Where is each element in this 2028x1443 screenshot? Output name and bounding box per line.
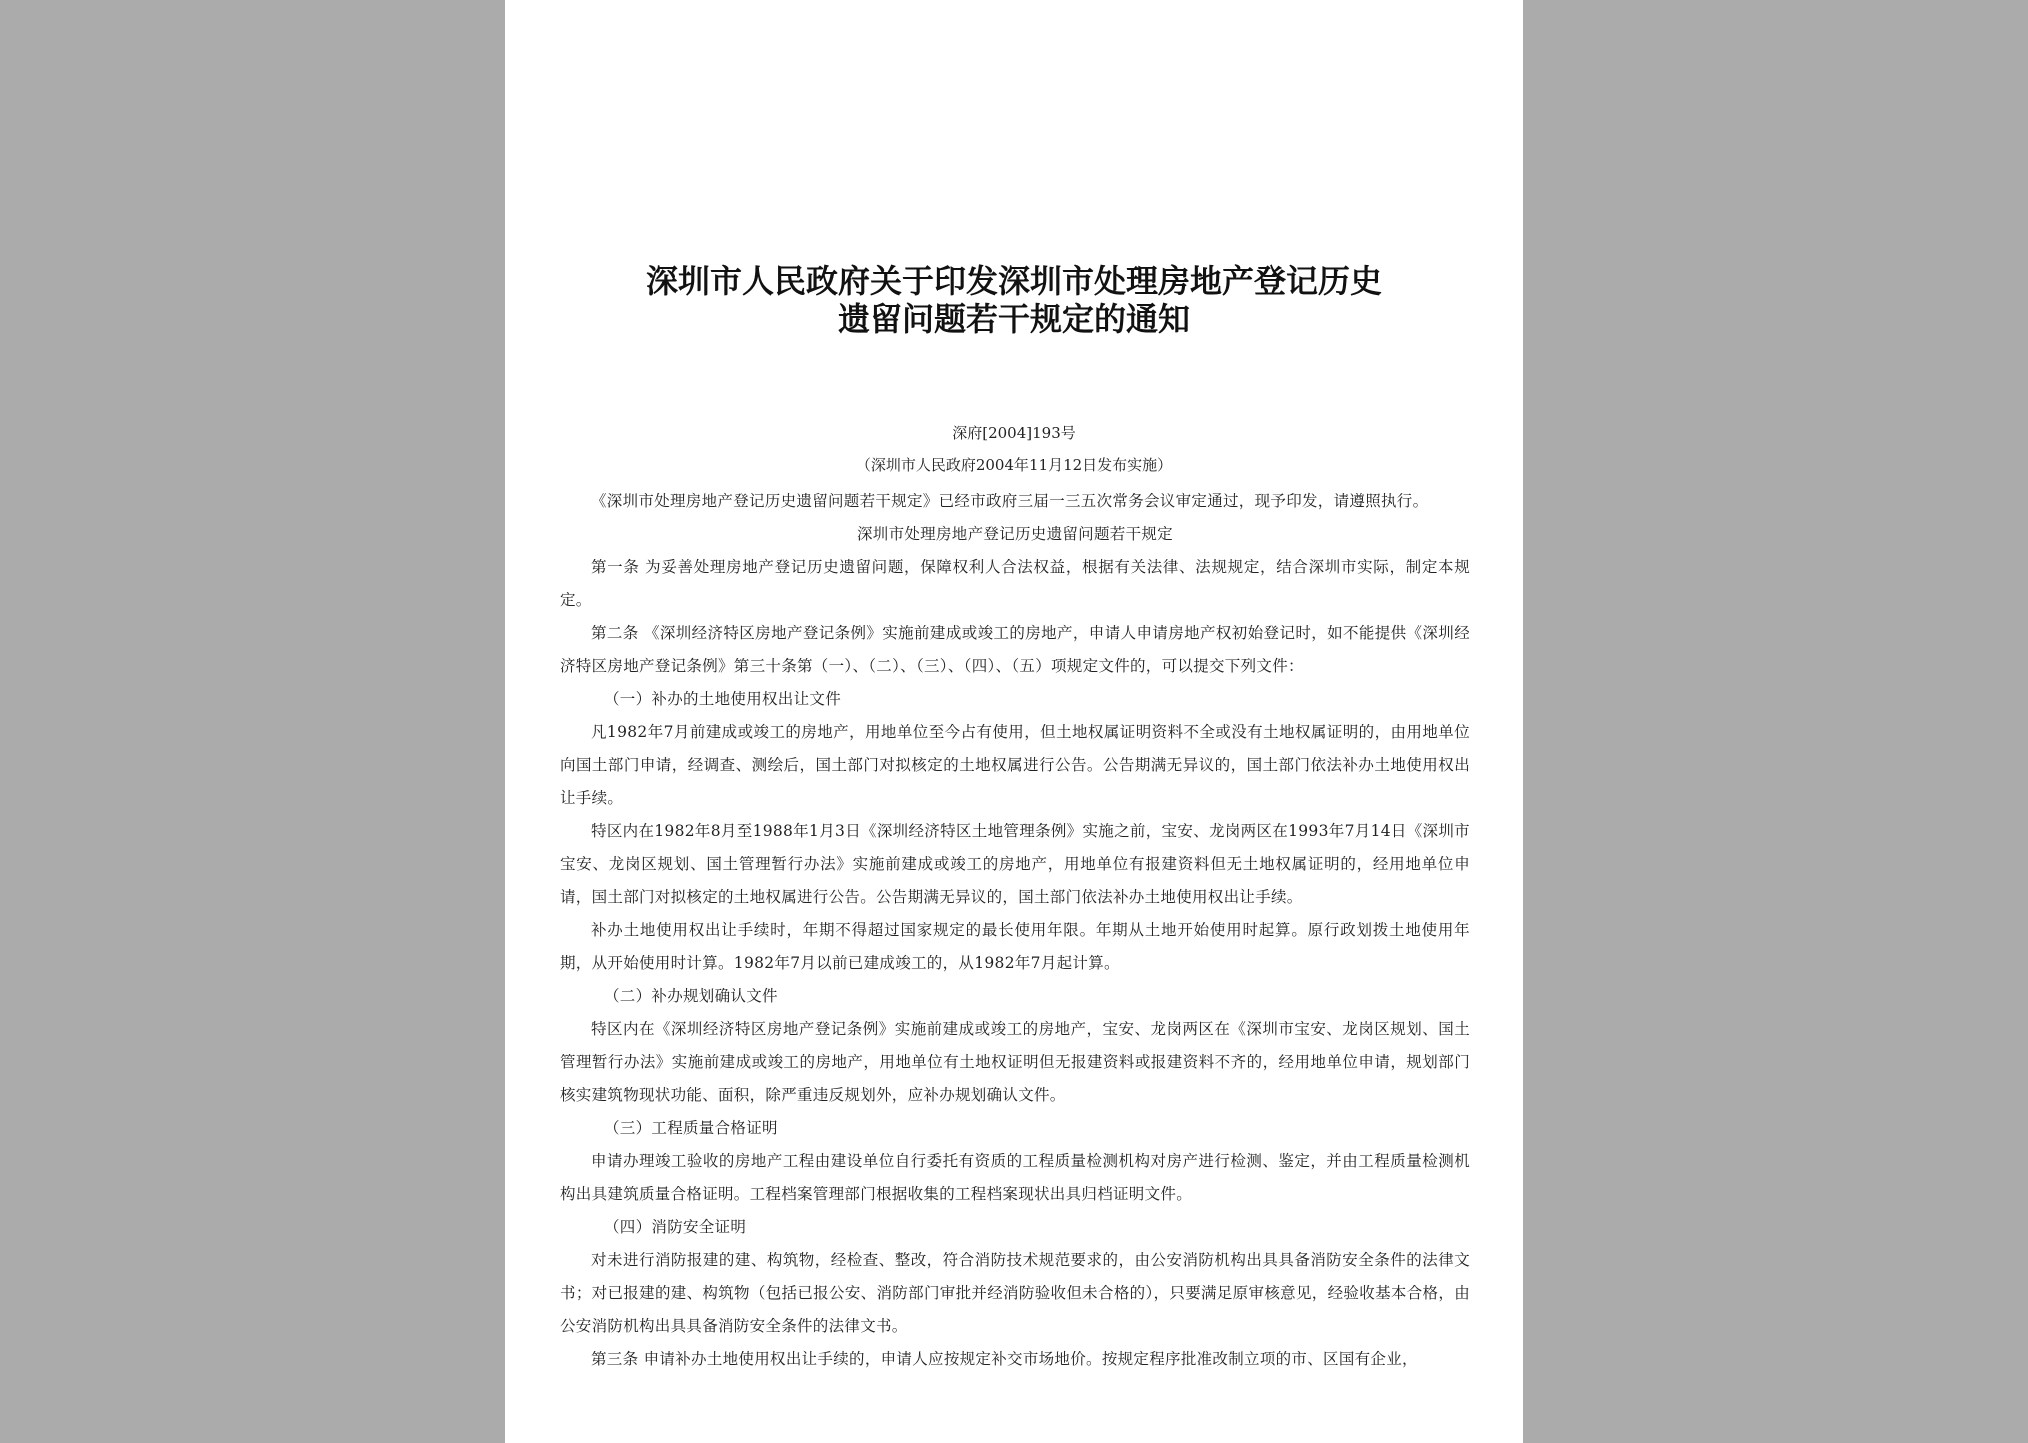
article-1: 第一条 为妥善处理房地产登记历史遗留问题，保障权利人合法权益，根据有关法律、法规规定，结合深圳市实际，制定本规定。 bbox=[560, 558, 1470, 609]
issue-note: （深圳市人民政府2004年11月12日发布实施） bbox=[855, 456, 1173, 474]
item-heading-3: （三）工程质量合格证明 bbox=[604, 1119, 778, 1137]
document-title bbox=[505, 262, 1523, 338]
intro-paragraph: 《深圳市处理房地产登记历史遗留问题若干规定》已经市政府三届一三五次常务会议审定通过，现予印发，请遵照执行。 bbox=[591, 492, 1429, 510]
paragraph: 特区内在1982年8月至1988年1月3日《深圳经济特区土地管理条例》实施之前，宝安、龙岗两区在1993年7月14日《深圳市宝安、龙岗区规划、国土管理暂行办法》实施前建成或竣工的房地产，用地单位有报建资料但无土地权属证明的，经用地单位申请，国土部门对拟核定的土地权属进行公告。公告期满无异议的，国土部门依法补办土地使用权出让手续。 bbox=[560, 822, 1470, 906]
document-page bbox=[505, 0, 1523, 1443]
paragraph: 补办土地使用权出让手续时，年期不得超过国家规定的最长使用年限。年期从土地开始使用时起算。原行政划拨土地使用年期，从开始使用时计算。1982年7月以前已建成竣工的，从1982年7月起计算。 bbox=[560, 921, 1470, 972]
regulation-subtitle: 深圳市处理房地产登记历史遗留问题若干规定 bbox=[856, 525, 1173, 543]
article-2: 第二条 《深圳经济特区房地产登记条例》实施前建成或竣工的房地产，申请人申请房地产权初始登记时，如不能提供《深圳经济特区房地产登记条例》第三十条第（一）、（二）、（三）、（四）、（五）项规定文件的，可以提交下列文件： bbox=[560, 624, 1470, 675]
title-line-1: 深圳市人民政府关于印发深圳市处理房地产登记历史 bbox=[645, 262, 1382, 300]
article-3: 第三条 申请补办土地使用权出让手续的，申请人应按规定补交市场地价。按规定程序批准改制立项的市、区国有企业， bbox=[591, 1350, 1418, 1368]
document-body bbox=[560, 485, 1470, 1376]
paragraph: 特区内在《深圳经济特区房地产登记条例》实施前建成或竣工的房地产，宝安、龙岗两区在《深圳市宝安、龙岗区规划、国土管理暂行办法》实施前建成或竣工的房地产，用地单位有土地权证明但无报建资料或报建资料不齐的，经用地单位申请，规划部门核实建筑物现状功能、面积，除严重违反规划外，应补办规划确认文件。 bbox=[560, 1020, 1470, 1104]
item-heading-4: （四）消防安全证明 bbox=[604, 1218, 747, 1236]
title-line-2: 遗留问题若干规定的通知 bbox=[837, 300, 1190, 338]
paragraph: 对未进行消防报建的建、构筑物，经检查、整改，符合消防技术规范要求的，由公安消防机构出具具备消防安全条件的法律文书；对已报建的建、构筑物（包括已报公安、消防部门审批并经消防验收但未合格的），只要满足原审核意见，经验收基本合格，由公安消防机构出具具备消防安全条件的法律文书。 bbox=[560, 1251, 1470, 1335]
item-heading-1: （一）补办的土地使用权出让文件 bbox=[604, 690, 842, 708]
paragraph: 申请办理竣工验收的房地产工程由建设单位自行委托有资质的工程质量检测机构对房产进行检测、鉴定，并由工程质量检测机构出具建筑质量合格证明。工程档案管理部门根据收集的工程档案现状出具归档证明文件。 bbox=[560, 1152, 1470, 1203]
item-heading-2: （二）补办规划确认文件 bbox=[604, 987, 778, 1005]
document-number: 深府[2004]193号 bbox=[952, 424, 1076, 442]
paragraph: 凡1982年7月前建成或竣工的房地产，用地单位至今占有使用，但土地权属证明资料不全或没有土地权属证明的，由用地单位向国土部门申请，经调查、测绘后，国土部门对拟核定的土地权属进行公告。公告期满无异议的，国土部门依法补办土地使用权出让手续。 bbox=[560, 723, 1470, 807]
